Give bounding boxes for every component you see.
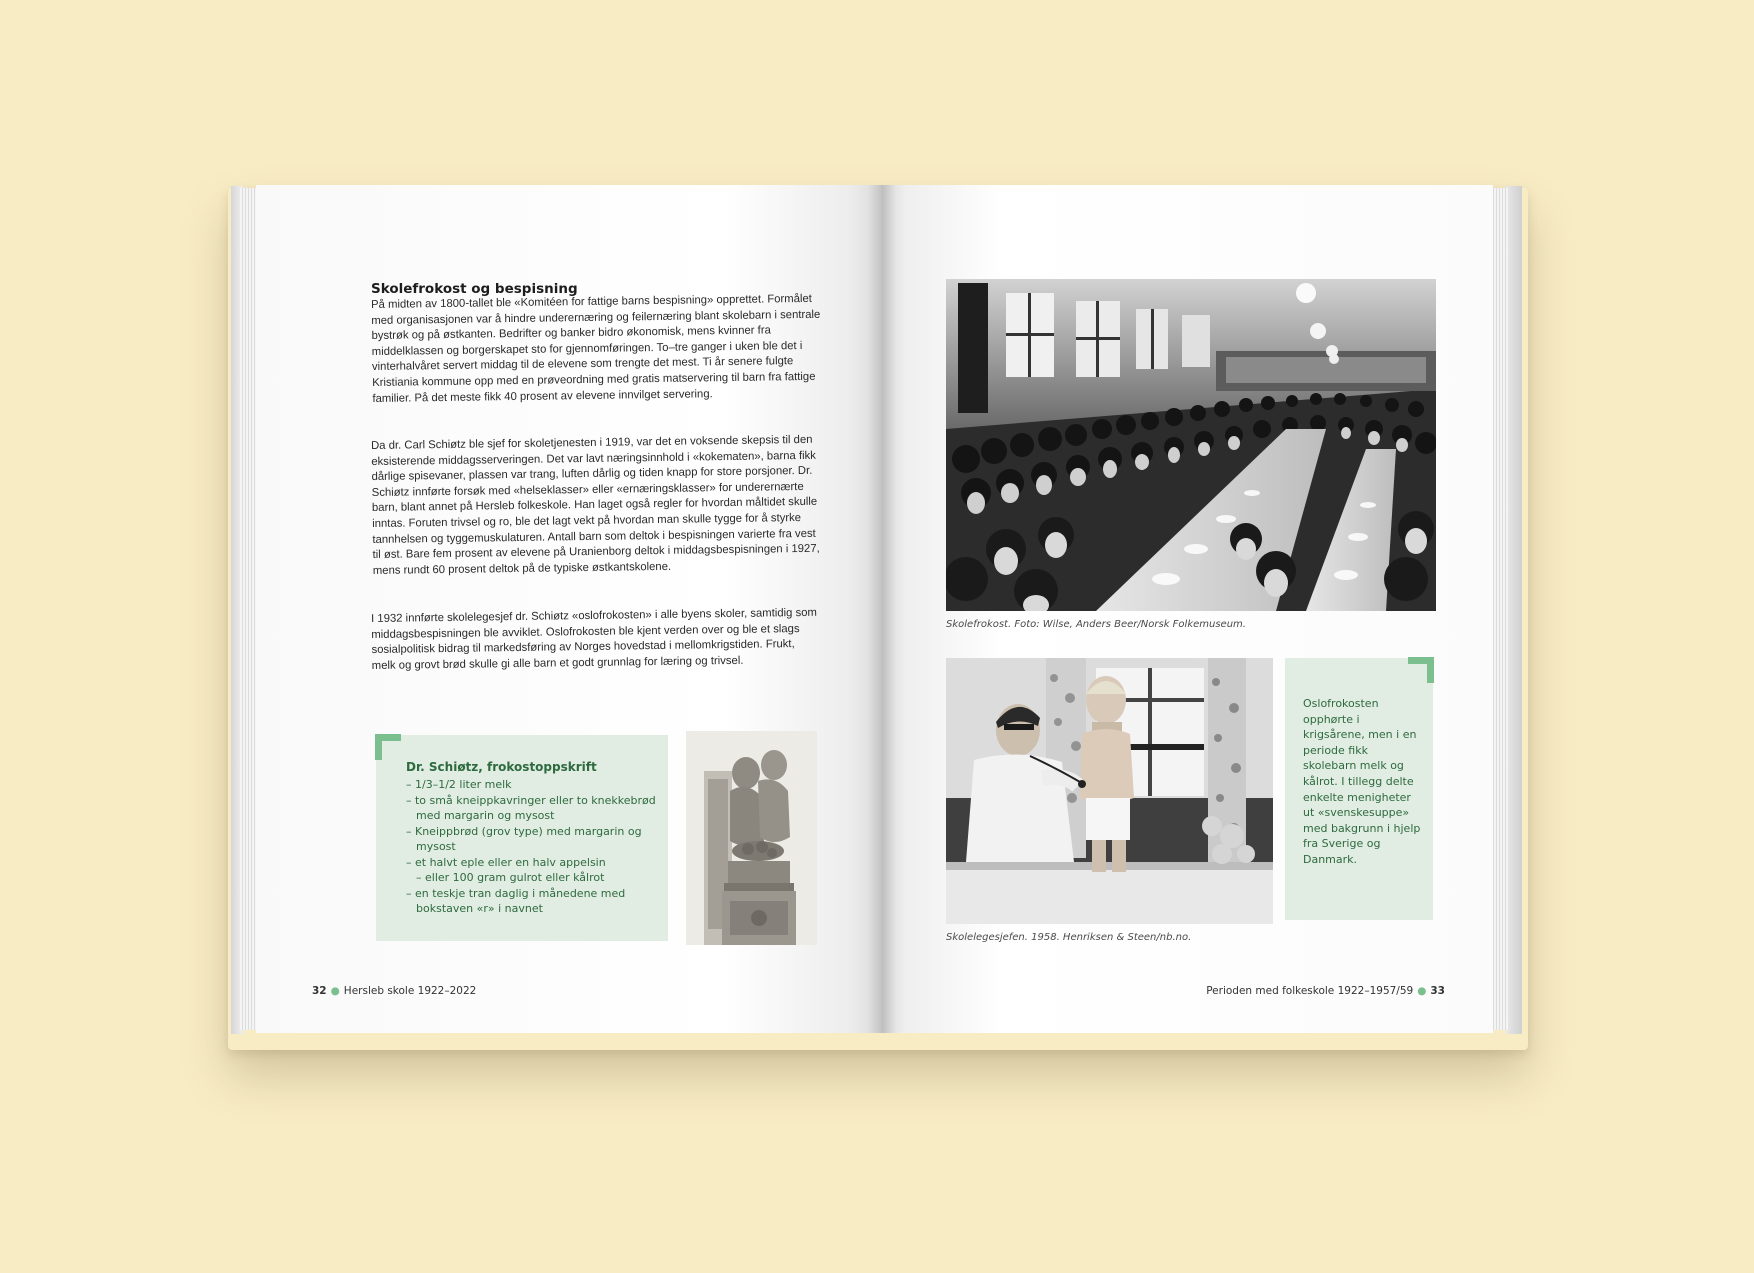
recipe-item: – to små kneippkavringer eller to knekkebrød med margarin og mysost <box>406 793 656 822</box>
page-number: 33 <box>1430 985 1445 997</box>
photo-caption-canteen: Skolefrokost. Foto: Wilse, Anders Beer/Norsk Folkemuseum. <box>946 619 1246 630</box>
recipe-box <box>376 735 668 941</box>
recipe-list <box>406 777 656 917</box>
recipe-item: – 1/3–1/2 liter melk <box>406 778 512 791</box>
book-gutter <box>868 185 896 1033</box>
statue-illustration <box>686 731 817 945</box>
page-footer-right <box>1206 985 1445 997</box>
paragraph-1: På midten av 1800-tallet ble «Komitéen for fattige barns bespisning» opprettet. Formålet med organisasjonen var å hindre underernæring og feilernæring blant skolebarn i sentrale bystrøk og på østkanten. Bedrifter og banker bidro økonomisk, mens kvinner fra middelklassen og borgerskapet sto for gjennomføringen. To–tre ganger i uken ble det i vinterhalvåret servert middag til de elevene som trengte det mest. Ti år senere fulgte Kristiania kommune opp med en prøveordning med gratis matservering til barn fra fattige familier. På det meste fikk 40 prosent av elevene innvilget servering. <box>371 292 821 405</box>
doctor-photo <box>946 658 1273 924</box>
corner-bracket-icon <box>1408 657 1434 683</box>
recipe-item: – Kneippbrød (grov type) med margarin og mysost <box>406 824 642 853</box>
bullet-icon: ● <box>1417 985 1427 997</box>
paragraph-3: I 1932 innførte skolelegesjef dr. Schiøtz «oslofrokosten» i alle byens skoler, samtidig som middagsbespisningen ble avviklet. Oslofrokosten ble kjent verden over og ble et slags sosialpolitisk bidrag til markedsføring av Norges hovedstad i mellomkrigstiden. Frukt, melk og grovt brød skulle gi alle barn et godt grunnlag for læring og trivsel. <box>371 606 817 672</box>
recipe-item: – et halvt eple eller en halv appelsin <box>406 855 606 869</box>
book-cover-edge-right <box>1506 186 1522 1034</box>
recipe-box-title: Dr. Schiøtz, frokostoppskrift <box>406 760 597 774</box>
section-heading: Skolefrokost og bespisning <box>371 281 578 297</box>
info-box <box>1285 658 1433 920</box>
corner-bracket-icon <box>375 734 401 760</box>
page-footer-left <box>312 985 476 997</box>
bullet-icon: ● <box>330 985 340 997</box>
running-footer: Perioden med folkeskole 1922–1957/59 <box>1206 985 1414 997</box>
photo-caption-doctor: Skolelegesjefen. 1958. Henriksen & Steen/nb.no. <box>946 932 1192 943</box>
paragraph-2: Da dr. Carl Schiøtz ble sjef for skoletjenesten i 1919, var det en voksende skepsis til den eksisterende middagsserveringen. Det var lavt næringsinnhold i «kokematen», barna fikk dårlige spisevaner, plassen var trang, luften dårlig og tiden knapp for store porsjoner. Dr. Schiøtz innførte forsøk med «helseklasser» eller «ernæringsklasser» for underernærte barn, blant annet på Hersleb folkeskole. Han laget også regler for hvordan måltidet skulle inntas. Foruten trivsel og ro, ble det lagt vekt på hvordan man skulle tygge for å styrke tannhelsen og tyggemuskulaturen. Antall barn som deltok i bespisningen varierte fra vest til øst. Bare fem prosent av elevene på Uranienborg deltok i middagsbespisningen i 1927, mens rundt 60 prosent deltok på de typiske østkantskolene. <box>371 433 820 577</box>
running-footer: Hersleb skole 1922–2022 <box>343 985 477 997</box>
info-box-text: Oslofrokosten opphørte i krigsårene, men i en periode fikk skolebarn melk og kålrot. I tillegg delte enkelte menigheter ut «svenskesuppe» med bakgrunn i hjelp fra Sverige og Danmark. <box>1303 697 1421 866</box>
canteen-photo <box>946 279 1436 611</box>
recipe-item: – eller 100 gram gulrot eller kålrot <box>416 871 605 884</box>
page-number: 32 <box>312 985 327 997</box>
right-page <box>881 185 1493 1033</box>
doctor-illustration <box>946 658 1273 924</box>
recipe-item: – en teskje tran daglig i månedene med bokstaven «r» i navnet <box>406 886 626 915</box>
statue-photo <box>686 731 817 945</box>
canteen-illustration <box>946 279 1436 611</box>
left-page <box>256 185 881 1033</box>
